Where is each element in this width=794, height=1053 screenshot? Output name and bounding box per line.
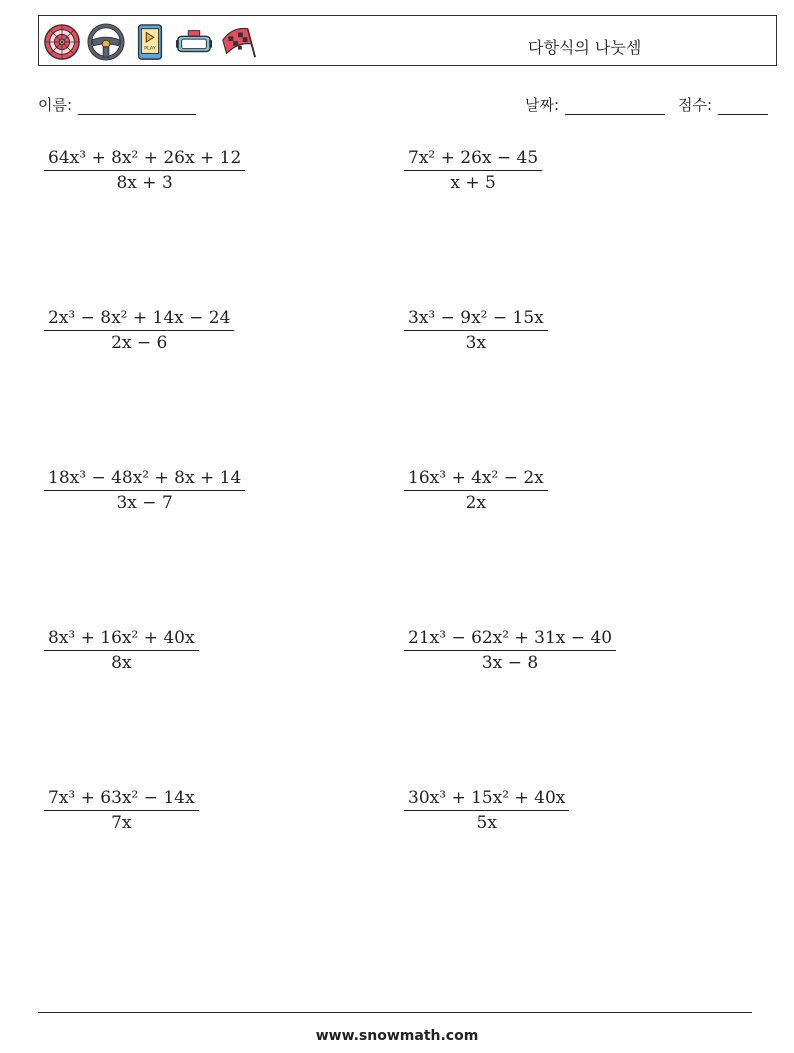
problem-3 — [44, 308, 234, 353]
score-field — [678, 94, 768, 115]
date-line[interactable] — [565, 98, 665, 115]
page-title: 다항식의 나눗셈 — [528, 38, 642, 57]
problem-10 — [404, 788, 569, 833]
steering-wheel-icon — [87, 23, 125, 61]
date-label: 날짜: — [525, 96, 560, 114]
header-icons — [43, 23, 257, 61]
denominator: 7x — [44, 810, 199, 833]
denominator: 3x — [404, 330, 548, 353]
worksheet-header — [38, 15, 777, 66]
problem-4 — [404, 308, 548, 353]
name-label: 이름: — [38, 96, 73, 114]
numerator: 21x³ − 62x² + 31x − 40 — [408, 628, 613, 648]
numerator: 7x² + 26x − 45 — [408, 148, 539, 168]
denominator: x + 5 — [404, 170, 542, 193]
svg-text:PLAY: PLAY — [144, 46, 156, 52]
denominator: 3x − 7 — [44, 490, 245, 513]
vr-headset-icon — [175, 23, 213, 61]
numerator: 64x³ + 8x² + 26x + 12 — [48, 148, 242, 168]
dartboard-icon — [43, 23, 81, 61]
name-line[interactable] — [78, 98, 196, 115]
problem-9 — [44, 788, 199, 833]
date-field — [525, 94, 665, 115]
numerator: 3x³ − 9x² − 15x — [408, 308, 544, 328]
problem-5 — [44, 468, 245, 513]
problem-8 — [404, 628, 616, 673]
problem-6 — [404, 468, 548, 513]
problem-7 — [44, 628, 199, 673]
numerator: 8x³ + 16x² + 40x — [48, 628, 195, 648]
denominator: 5x — [404, 810, 569, 833]
numerator: 30x³ + 15x² + 40x — [408, 788, 566, 808]
problem-2 — [404, 148, 542, 193]
tablet-play-icon — [131, 23, 169, 61]
denominator: 8x — [44, 650, 199, 673]
denominator: 2x — [404, 490, 548, 513]
checkered-flag-icon — [219, 23, 257, 61]
footer-url[interactable]: www.snowmath.com — [315, 1028, 479, 1044]
score-label: 점수: — [678, 96, 713, 114]
numerator: 2x³ − 8x² + 14x − 24 — [48, 308, 231, 328]
numerator: 18x³ − 48x² + 8x + 14 — [48, 468, 242, 488]
numerator: 7x³ + 63x² − 14x — [48, 788, 195, 808]
denominator: 2x − 6 — [44, 330, 234, 353]
denominator: 3x − 8 — [404, 650, 616, 673]
denominator: 8x + 3 — [44, 170, 245, 193]
numerator: 16x³ + 4x² − 2x — [408, 468, 544, 488]
name-field — [38, 94, 196, 115]
problem-1 — [44, 148, 245, 193]
footer-divider — [38, 1012, 752, 1013]
score-line[interactable] — [718, 98, 768, 115]
